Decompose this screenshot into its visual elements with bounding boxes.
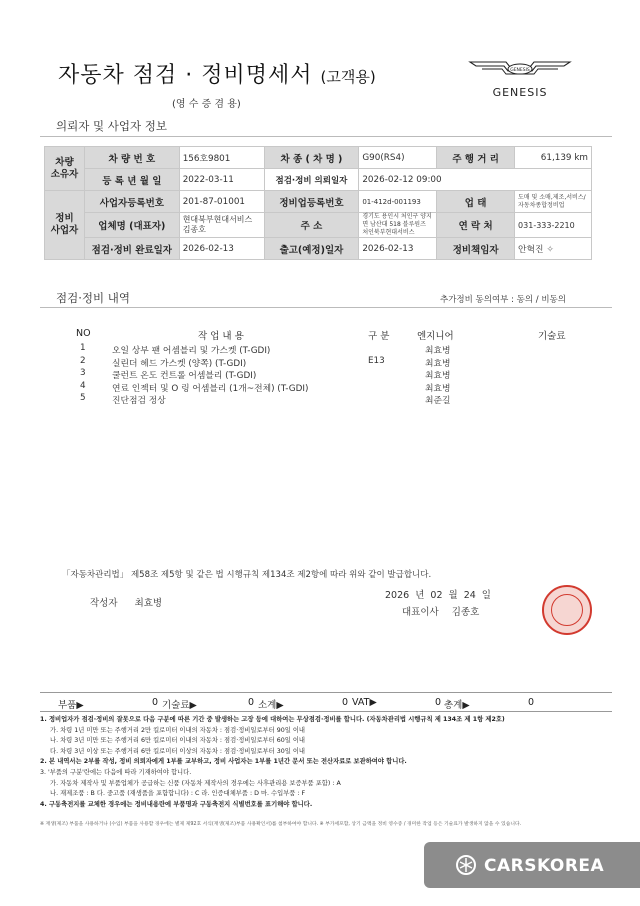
work-type: E13 <box>368 355 385 366</box>
manager-label: 정비책임자 <box>437 238 515 260</box>
work-row <box>0 343 640 355</box>
parts-value: 0 <box>152 697 159 708</box>
work-header-content: 작 업 내 용 <box>198 331 244 342</box>
term-3a: 가. 자동차 제작사 및 부품업체가 공급하는 신품 (자동차 제작사의 경우에는 사후관리용 보증부품 포함) : A <box>50 779 341 787</box>
done-date-value: 2026-02-13 <box>179 238 264 260</box>
genesis-logo <box>468 58 572 99</box>
work-no: 3 <box>80 368 86 379</box>
genesis-emblem-text: GENESIS <box>510 67 530 73</box>
done-date-label: 점검·정비 완료일자 <box>84 238 179 260</box>
company-value: 현대북부현대서비스 <box>182 215 253 224</box>
contact-label: 연 락 처 <box>437 213 515 238</box>
term-1b: 나. 차령 3년 미만 또는 주행거리 6만 킬로미터 이내의 자동차 : 점검·정비일로부터 60일 이내 <box>50 737 305 745</box>
work-engineer: 최효병 <box>425 371 451 382</box>
work-engineer: 최효병 <box>425 346 451 356</box>
vat-label: VAT▶ <box>352 697 377 708</box>
work-no: 4 <box>80 380 86 391</box>
company-seal <box>542 585 592 635</box>
document-subtitle: (영 수 증 겸 용) <box>172 99 241 110</box>
biz-type-label: 업 태 <box>437 191 515 213</box>
section-work-title: 점검·정비 내역 <box>56 291 130 305</box>
out-date-label: 출고(예정)일자 <box>264 238 359 260</box>
request-date-value: 2026-02-12 09:00 <box>359 169 592 191</box>
car-no-label: 차 량 번 호 <box>84 147 179 169</box>
work-content: 쿨런트 온도 컨트롤 어셈블리 (T-GDI) <box>112 371 257 382</box>
car-type-label: 차 종 ( 차 명 ) <box>264 147 359 169</box>
genesis-wings-icon <box>468 58 572 80</box>
reg-date-value: 2022-03-11 <box>179 169 264 191</box>
writer-name: 최효병 <box>134 598 163 609</box>
work-header-fee: 기술료 <box>538 331 566 342</box>
address-label: 주 소 <box>264 213 359 238</box>
carskorea-logo-icon <box>454 854 478 876</box>
rep-name: 김종호 <box>451 607 480 618</box>
reg-date-label: 등 록 년 월 일 <box>84 169 179 191</box>
car-type-value: G90(RS4) <box>359 147 437 169</box>
work-content: 연료 인젝터 및 O 링 어셈블리 (1개~전체) (T-GDI) <box>112 383 309 394</box>
subtotal-value: 0 <box>342 697 349 708</box>
divider <box>40 307 612 308</box>
additional-repair-consent: 추가정비 동의여부 : 동의 / 비동의 <box>440 295 566 305</box>
watermark-text: CARSKOREA <box>484 856 605 876</box>
work-no: 2 <box>80 355 86 366</box>
repair-reg-label: 정비업등록번호 <box>264 191 359 213</box>
watermark <box>0 842 640 906</box>
work-content: 실린더 헤드 가스켓 (양쪽) (T-GDI) <box>112 358 247 369</box>
subtotal-label: 소계▶ <box>258 700 284 711</box>
car-no-value: 156호9801 <box>179 147 264 169</box>
document-title-sub: (고객용) <box>320 68 376 86</box>
work-row <box>0 368 640 380</box>
terms <box>40 715 612 810</box>
work-header-type: 구 분 <box>368 331 390 342</box>
work-content: 진단점검 정상 <box>112 396 166 407</box>
address-value: 경기도 용인시 처인구 양지면 남산대 518 블루원즈 처인북부현대서비스 <box>359 213 437 238</box>
owner-label: 차량 소유자 <box>45 147 85 191</box>
biz-no-value: 201-87-01001 <box>179 191 264 213</box>
total-label: 총계▶ <box>444 700 470 711</box>
manager-value: 안혁진 <box>518 245 544 255</box>
rep-label: 대표이사 <box>402 607 439 618</box>
work-no: 1 <box>80 343 86 353</box>
work-engineer: 최준길 <box>425 396 451 407</box>
biz-type-value: 도매 및 소매,제조,서비스/자동차종합정비업 <box>515 191 592 213</box>
contact-value: 031-333-2210 <box>515 213 592 238</box>
company-cell <box>179 213 264 238</box>
term-1: 1. 정비업자가 점검·정비의 잘못으로 다음 구분에 따른 기간 중 발생하는 고장 등에 대하여는 무상점검·정비를 합니다. (자동차관리법 시행규칙 제 134조 제 1항 제2호) <box>40 716 505 723</box>
writer <box>90 595 162 609</box>
work-row <box>0 381 640 393</box>
divider <box>40 136 612 137</box>
company-label: 업체명 (대표자) <box>84 213 179 238</box>
signature-mark: ✧ <box>546 245 554 255</box>
genesis-brand-text: GENESIS <box>492 86 548 99</box>
watermark-bar <box>424 842 640 888</box>
parts-label: 부품▶ <box>58 700 84 711</box>
total-value: 0 <box>528 697 535 708</box>
mileage-label: 주 행 거 리 <box>437 147 515 169</box>
biz-no-label: 사업자등록번호 <box>84 191 179 213</box>
term-1a: 가. 차령 1년 미만 또는 주행거리 2만 킬로미터 이내의 자동차 : 점검·정비일로부터 90일 이내 <box>50 726 305 734</box>
term-4: 4. 구동축전지를 교체한 경우에는 정비내용란에 부품명과 구동축전지 식별번호를 표기해야 합니다. <box>40 800 313 808</box>
footnote: ※ 재생(제조) 부품을 사용하거나 (수입) 부품을 사용할 경우에는 별제 제92호 서식(재생(제조)부품 사용확인서)를 첨부하여야 합니다. ※ 부가세포함, 상기 금액을 정비 영수증 / 경미한 작업 등은 기술료가 발생하지 않을 수 있습니다. <box>40 822 522 827</box>
document-title <box>58 58 376 89</box>
writer-label: 작성자 <box>90 598 118 609</box>
ceo-value: 김종호 <box>182 225 206 234</box>
term-2: 2. 본 내역서는 2부를 작성, 정비 의뢰자에게 1부를 교부하고, 정비 사업자는 1부를 1년간 문서 또는 전산자료로 보관하여야 합니다. <box>40 758 407 766</box>
work-engineer: 최효병 <box>425 383 451 394</box>
section-owner-title: 의뢰자 및 사업자 정보 <box>56 119 167 133</box>
term-3: 3. '부품의 구분'란에는 다음에 따라 기재하여야 합니다. <box>40 768 192 776</box>
totals-bar <box>40 692 612 712</box>
work-row <box>0 393 640 405</box>
term-3b: 나. 재제조품 : B 다. 중고품 (재생품을 포함합니다) : C 라. 인증대체부품 : D 마. 수입부품 : F <box>50 790 306 798</box>
work-no: 5 <box>80 393 86 404</box>
document-title-main: 자동차 점검 · 정비명세서 <box>58 63 313 88</box>
term-1c: 다. 차령 3년 이상 또는 주행거리 6만 킬로미터 이상의 자동차 : 점검·정비일로부터 30일 이내 <box>50 747 305 755</box>
business-label: 정비 사업자 <box>45 191 85 260</box>
work-header-engineer: 엔지니어 <box>417 331 454 342</box>
request-date-label: 점검·정비 의뢰일자 <box>264 169 359 191</box>
work-engineer: 최효병 <box>425 358 451 369</box>
manager-cell <box>515 238 592 260</box>
labor-value: 0 <box>248 697 255 708</box>
issue-date: 2026 년 02 월 24 일 <box>385 590 491 601</box>
work-content: 오일 상부 팬 어셈블리 및 가스켓 (T-GDI) <box>112 346 271 356</box>
work-row <box>0 356 640 368</box>
labor-label: 기술료▶ <box>162 700 197 711</box>
mileage-value: 61,139 km <box>515 147 592 169</box>
representative <box>402 604 479 618</box>
out-date-value: 2026-02-13 <box>359 238 437 260</box>
work-header-no: NO <box>76 328 91 339</box>
issue-notice: 「자동차관리법」 제58조 제5항 및 같은 법 시행규칙 제134조 제2항에 따라 위와 같이 발급합니다. <box>62 570 432 580</box>
vat-value: 0 <box>435 697 442 708</box>
repair-reg-value: 01-412d-001193 <box>359 191 437 213</box>
info-table <box>44 146 592 260</box>
